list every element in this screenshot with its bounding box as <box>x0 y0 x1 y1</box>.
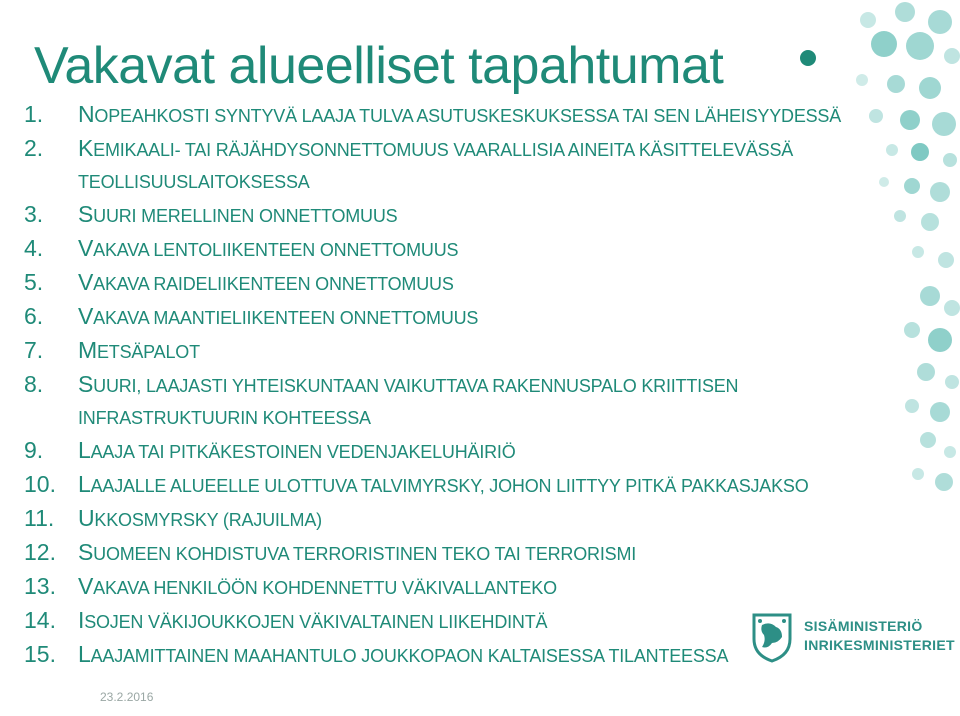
decorative-dot <box>919 77 941 99</box>
item-number: 10. <box>24 471 56 497</box>
list-item <box>24 570 874 604</box>
list-item <box>24 198 874 232</box>
decorative-dot <box>944 300 960 316</box>
decorative-dot <box>930 402 950 422</box>
item-number: 5. <box>24 269 44 295</box>
decorative-dot <box>917 363 935 381</box>
item-rest: KKOSMYRSKY (RAJUILMA) <box>94 510 322 530</box>
list-item <box>24 368 874 434</box>
decorative-dot <box>944 446 956 458</box>
item-initial: M <box>78 337 97 363</box>
decorative-dot <box>928 10 952 34</box>
list-item <box>24 300 874 334</box>
item-number: 12. <box>24 539 56 565</box>
list-item <box>24 266 874 300</box>
item-number: 14. <box>24 607 56 633</box>
decorative-dot <box>860 12 876 28</box>
item-text <box>78 536 874 570</box>
item-rest: UOMEEN KOHDISTUVA TERRORISTINEN TEKO TAI TERRORISMI <box>93 544 637 564</box>
decorative-dot <box>887 75 905 93</box>
list-item <box>24 232 874 266</box>
list-item <box>24 98 874 132</box>
item-initial: S <box>78 201 94 227</box>
item-initial: V <box>78 573 94 599</box>
item-number: 8. <box>24 371 44 397</box>
list-item <box>24 536 874 570</box>
decorative-dot <box>921 213 939 231</box>
item-initial: L <box>78 437 91 463</box>
logo-text <box>804 617 955 655</box>
decorative-dot <box>928 328 952 352</box>
decorative-dot <box>895 2 915 22</box>
item-number: 15. <box>24 641 56 667</box>
decorative-dot <box>920 286 940 306</box>
decorative-dot <box>944 48 960 64</box>
item-rest: UURI, LAAJASTI YHTEISKUNTAAN VAIKUTTAVA RAKENNUSPALO KRIITTISEN INFRASTRUKTUURIN KOHTEESSA <box>78 376 739 428</box>
item-text <box>78 502 874 536</box>
list-item <box>24 434 874 468</box>
item-initial: L <box>78 471 91 497</box>
item-text <box>78 98 874 132</box>
decorative-dot <box>930 182 950 202</box>
item-text <box>78 266 874 300</box>
item-initial: L <box>78 641 91 667</box>
item-initial: U <box>78 505 95 531</box>
item-text <box>78 300 874 334</box>
decorative-dot <box>904 322 920 338</box>
decorative-dot <box>879 177 889 187</box>
decorative-dot <box>943 153 957 167</box>
item-number: 4. <box>24 235 44 261</box>
item-text <box>78 434 874 468</box>
item-rest: AAJALLE ALUEELLE ULOTTUVA TALVIMYRSKY, JOHON LIITTYY PITKÄ PAKKASJAKSO <box>90 476 809 496</box>
item-initial: V <box>78 235 94 261</box>
decorative-dot <box>938 252 954 268</box>
decorative-dot <box>912 246 924 258</box>
item-rest: AKAVA HENKILÖÖN KOHDENNETTU VÄKIVALLANTEKO <box>93 578 557 598</box>
decorative-dot <box>904 178 920 194</box>
list-item <box>24 604 874 638</box>
page-title: Vakavat alueelliset tapahtumat <box>34 37 724 95</box>
item-text <box>78 132 874 198</box>
decorative-dot <box>900 110 920 130</box>
item-initial: S <box>78 371 94 397</box>
item-initial: N <box>78 101 95 127</box>
decorative-dot <box>906 32 934 60</box>
item-rest: UURI MERELLINEN ONNETTOMUUS <box>93 206 398 226</box>
item-rest: AAJA TAI PITKÄKESTOINEN VEDENJAKELUHÄIRIÖ <box>90 442 516 462</box>
item-text <box>78 368 874 434</box>
logo-line-finnish: SISÄMINISTERIÖ <box>804 618 923 634</box>
decorative-dot <box>905 399 919 413</box>
decorative-dot <box>911 143 929 161</box>
item-number: 7. <box>24 337 44 363</box>
item-rest: AKAVA MAANTIELIIKENTEEN ONNETTOMUUS <box>93 308 479 328</box>
list-item <box>24 638 874 672</box>
decorative-dot <box>912 468 924 480</box>
decorative-dot <box>920 432 936 448</box>
item-initial: V <box>78 269 94 295</box>
item-number: 9. <box>24 437 44 463</box>
item-number: 11. <box>24 505 55 531</box>
title-dot <box>800 50 816 66</box>
lion-emblem-icon <box>748 609 796 663</box>
decorative-dot <box>886 144 898 156</box>
item-initial: S <box>78 539 94 565</box>
item-rest: ETSÄPALOT <box>96 342 200 362</box>
item-number: 2. <box>24 135 44 161</box>
item-text <box>78 468 874 502</box>
list-item <box>24 468 874 502</box>
list-item <box>24 334 874 368</box>
item-number: 13. <box>24 573 56 599</box>
item-rest: AKAVA RAIDELIIKENTEEN ONNETTOMUUS <box>93 274 454 294</box>
item-rest: AAJAMITTAINEN MAAHANTULO JOUKKOPAON KALTAISESSA TILANTEESSA <box>90 646 729 666</box>
item-text <box>78 198 874 232</box>
slide-date: 23.2.2016 <box>100 690 154 704</box>
item-rest: AKAVA LENTOLIIKENTEEN ONNETTOMUUS <box>93 240 459 260</box>
list-item <box>24 132 874 198</box>
decorative-dot <box>894 210 906 222</box>
decorative-dot <box>871 31 897 57</box>
decorative-dot <box>932 112 956 136</box>
item-number: 6. <box>24 303 44 329</box>
item-text <box>78 570 874 604</box>
logo-line-swedish: INRIKESMINISTERIET <box>804 637 955 653</box>
item-rest: OPEAHKOSTI SYNTYVÄ LAAJA TULVA ASUTUSKESKUKSESSA TAI SEN LÄHEISYYDESSÄ <box>94 106 842 126</box>
ministry-logo <box>748 606 955 666</box>
item-text <box>78 334 874 368</box>
item-text <box>78 232 874 266</box>
decorative-dot <box>935 473 953 491</box>
item-initial: V <box>78 303 94 329</box>
item-initial: I <box>78 607 85 633</box>
item-initial: K <box>78 135 94 161</box>
event-list <box>24 98 874 672</box>
item-number: 1. <box>24 101 44 127</box>
item-number: 3. <box>24 201 44 227</box>
item-rest: EMIKAALI- TAI RÄJÄHDYSONNETTOMUUS VAARALLISIA AINEITA KÄSITTELEVÄSSÄ TEOLLISUUSLAITOKSESSA <box>78 140 794 192</box>
decorative-dot <box>856 74 868 86</box>
list-item <box>24 502 874 536</box>
item-rest: SOJEN VÄKIJOUKKOJEN VÄKIVALTAINEN LIIKEHDINTÄ <box>84 612 548 632</box>
decorative-dot <box>945 375 959 389</box>
